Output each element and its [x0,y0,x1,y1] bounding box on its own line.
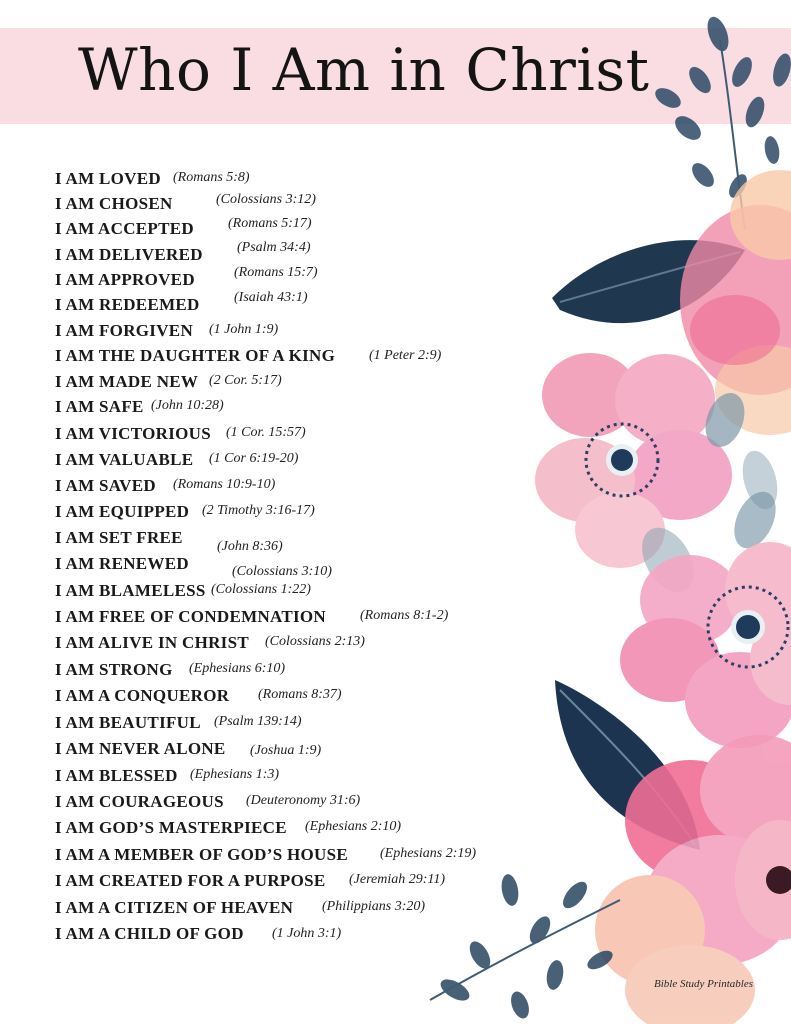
scripture-reference: (2 Cor. 5:17) [209,373,282,388]
affirmation-text: I AM A CONQUEROR [55,686,230,705]
affirmation-text: I AM STRONG [55,660,173,679]
affirmation-text: I AM EQUIPPED [55,502,190,521]
affirmation-text: I AM MADE NEW [55,372,199,391]
affirmation-text: I AM VICTORIOUS [55,424,211,443]
scripture-reference: (Romans 15:7) [234,265,318,280]
scripture-reference: (Isaiah 43:1) [234,290,308,305]
affirmation-text: I AM BLESSED [55,766,178,785]
scripture-reference: (1 John 1:9) [209,322,279,337]
affirmation-text: I AM VALUABLE [55,450,194,469]
scripture-reference: (Romans 10:9-10) [173,477,276,492]
scripture-reference: (Romans 8:37) [258,687,342,702]
affirmation-text: I AM RENEWED [55,554,189,573]
affirmation-text: I AM ALIVE IN CHRIST [55,633,249,652]
affirmation-text: I AM ACCEPTED [55,219,194,238]
affirmation-text: I AM DELIVERED [55,245,203,264]
affirmation-text: I AM BLAMELESS [55,581,206,600]
affirmation-text: I AM THE DAUGHTER OF A KING [55,346,336,365]
scripture-reference: (Romans 8:1-2) [360,608,449,623]
affirmation-text: I AM NEVER ALONE [55,739,226,758]
scripture-reference: (Colossians 1:22) [211,582,311,597]
affirmation-text: I AM GOD’S MASTERPIECE [55,818,287,837]
scripture-reference: (1 Peter 2:9) [369,348,442,363]
affirmation-text: I AM SAVED [55,476,156,495]
affirmation-text: I AM COURAGEOUS [55,792,224,811]
scripture-reference: (Ephesians 1:3) [190,767,280,782]
affirmation-text: I AM BEAUTIFUL [55,713,201,732]
affirmation-text: I AM SAFE [55,397,144,416]
scripture-reference: (2 Timothy 3:16-17) [202,503,315,518]
affirmation-text: I AM CREATED FOR A PURPOSE [55,871,326,890]
affirmation-text: I AM FREE OF CONDEMNATION [55,607,326,626]
affirmation-text: I AM LOVED [55,169,161,188]
scripture-reference: (Psalm 34:4) [237,240,311,255]
scripture-reference: (Romans 5:8) [173,170,250,185]
affirmation-text: I AM SET FREE [55,528,183,547]
scripture-reference: (John 10:28) [151,398,224,413]
scripture-reference: (Ephesians 2:19) [380,846,477,861]
scripture-reference: (Colossians 2:13) [265,634,365,649]
scripture-reference: (Jeremiah 29:11) [349,872,446,887]
scripture-reference: (Ephesians 6:10) [189,661,286,676]
page-title: Who I Am in Christ [78,36,650,104]
footer-credit: Bible Study Printables [654,978,753,990]
scripture-reference: (Joshua 1:9) [250,743,322,758]
scripture-reference: (Psalm 139:14) [214,714,302,729]
scripture-reference: (Colossians 3:12) [216,192,316,207]
affirmation-text: I AM CHOSEN [55,194,173,213]
affirmation-text: I AM A CHILD OF GOD [55,924,244,943]
scripture-reference: (1 Cor 6:19-20) [209,451,299,466]
scripture-reference: (1 John 3:1) [272,926,342,941]
affirmation-text: I AM REDEEMED [55,295,200,314]
scripture-reference: (Colossians 3:10) [232,564,332,579]
affirmation-text: I AM A MEMBER OF GOD’S HOUSE [55,845,349,864]
affirmation-text: I AM FORGIVEN [55,321,194,340]
scripture-reference: (Romans 5:17) [228,216,312,231]
scripture-reference: (Deuteronomy 31:6) [246,793,361,808]
scripture-reference: (1 Cor. 15:57) [226,425,306,440]
scripture-reference: (Philippians 3:20) [322,899,426,914]
scripture-reference: (John 8:36) [217,539,283,554]
affirmation-text: I AM APPROVED [55,270,195,289]
affirmation-text: I AM A CITIZEN OF HEAVEN [55,898,294,917]
scripture-reference: (Ephesians 2:10) [305,819,402,834]
